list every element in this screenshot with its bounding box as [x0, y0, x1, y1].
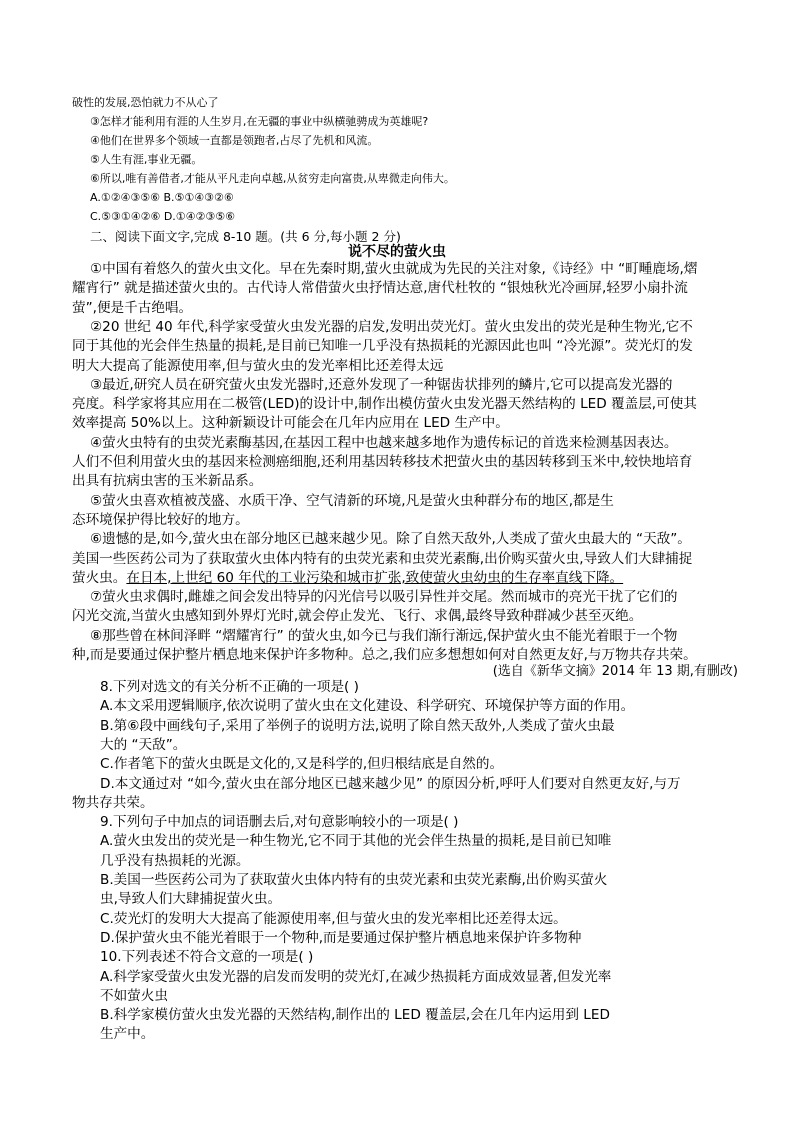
article-title: 说不尽的萤火虫: [348, 244, 446, 260]
paragraph-start-line: ⑦萤火虫求偶时,雌雄之间会发出特异的闪光信号以吸引异性并交尾。然而城市的亮光干扰了它们的: [90, 589, 678, 606]
question-line: 不如萤火虫: [100, 987, 168, 1004]
article-source: (选自《新华文摘》2014 年 13 期,有删改): [492, 664, 738, 679]
question-line: 10.下列表述不符合文意的一项是( ): [100, 949, 314, 966]
paragraph-line: 效率提高 50%以上。这种新颖设计可能会在几年内应用在 LED 生产中。: [72, 415, 509, 432]
question-line: A.本文采用逻辑顺序,依次说明了萤火虫在文化建设、科学研究、环境保护等方面的作用。: [100, 698, 635, 715]
question-line: 几乎没有热损耗的光源。: [100, 852, 250, 869]
question-line: B.美国一些医药公司为了获取萤火虫体内特有的虫荧光素和虫荧光素酶,出价购买萤火: [100, 872, 608, 888]
question-line: 大的 “天敌”。: [100, 736, 187, 753]
question-line: 物共存共荣。: [72, 794, 154, 811]
paragraph-line: 明大大提高了能源使用率,但与萤火虫的发光率相比还差得太远: [72, 357, 444, 374]
text-line: ④他们在世界多个领域一直都是领跑者,占尽了先机和风流。: [90, 134, 379, 147]
paragraph-line: [72, 570, 623, 586]
question-line: 虫,导致人们大肆捕捉萤火虫。: [100, 891, 282, 908]
text-line: A.①②④③⑤⑥ B.⑤①④③②⑥: [90, 191, 234, 204]
question-line: A.科学家受萤火虫发光器的启发而发明的荧光灯,在减少热损耗方面成效显著,但发光率: [100, 968, 612, 985]
question-line: C.荧光灯的发明大大提高了能源使用率,但与萤火虫的发光率相比还差得太远。: [100, 910, 567, 927]
text-line: ⑥所以,唯有善借者,才能从平凡走向卓越,从贫穷走向富贵,从卑微走向伟大。: [90, 172, 455, 185]
paragraph-line: 同于其他的光会伴生热量的损耗,是目前已知唯一几乎没有热损耗的光源因此也叫 “冷光源”。荧光灯的发: [72, 338, 693, 355]
question-line: 8.下列对选文的有关分析不正确的一项是( ): [100, 679, 359, 695]
underlined-sentence: 在日本,上世纪 60 年代的工业污染和城市扩张,致使萤火虫幼虫的生存率直线下降。: [126, 569, 624, 586]
paragraph-line: 种,而是要通过保护整片栖息地来保护许多物种。总之,我们应多想想如何对自然更友好,与万物共存共荣。: [72, 647, 697, 663]
paragraph-start-line: ⑥遗憾的是,如今,萤火虫在部分地区已越来越少见。除了自然天敌外,人类成了萤火虫最大的 “天敌”。: [90, 531, 691, 548]
paragraph-start-line: ④萤火虫特有的虫荧光素酶基因,在基因工程中也越来越多地作为遗传标记的首选来检测基因表达。: [90, 434, 678, 451]
question-line: D.保护萤火虫不能光着眼于一个物种,而是要通过保护整片栖息地来保护许多物种: [100, 929, 582, 946]
text-line: C.⑤③①④②⑥ D.①④②③⑤⑥: [90, 210, 235, 223]
paragraph-line: 闪光交流,当萤火虫感知到外界灯光时,就会停止发光、飞行、求偶,最终导致种群减少甚至灭绝。: [72, 608, 643, 625]
paragraph-line: 人们不但利用萤火虫的基因来检测癌细胞,还利用基因转移技术把萤火虫的基因转移到玉米中,较快地培育: [72, 454, 693, 470]
text-segment: 萤火虫。: [72, 569, 127, 586]
text-line: ⑤人生有涯,事业无疆。: [90, 153, 203, 166]
paragraph-line: 亮度。科学家将其应用在二极管(LED)的设计中,制作出模仿萤火虫发光器天然结构的 LED 覆盖层,可使其: [72, 396, 697, 413]
paragraph-start-line: ③最近,研究人员在研究萤火虫发光器时,还意外发现了一种锯齿状排列的鳞片,它可以提高发光器的: [90, 376, 673, 393]
question-line: C.作者笔下的萤火虫既是文化的,又是科学的,但归根结底是自然的。: [100, 756, 504, 773]
section-heading: 二、阅读下面文字,完成 8-10 题。(共 6 分,每小题 2 分): [90, 229, 401, 244]
paragraph-line: 耀宵行” 就是描述萤火虫的。古代诗人常借萤火虫抒情达意,唐代杜牧的 “银烛秋光冷画屏,轻罗小扇扑流: [72, 280, 688, 297]
paragraph-line: 萤”,便是千古绝唱。: [72, 299, 193, 316]
text-line: ③怎样才能利用有涯的人生岁月,在无疆的事业中纵横驰骋成为英雄呢?: [90, 115, 429, 128]
paragraph-line: 态环境保护得比较好的地方。: [72, 511, 249, 528]
question-line: D.本文通过对 “如今,萤火虫在部分地区已越来越少见” 的原因分析,呼吁人们要对自然更友好,与万: [100, 775, 681, 792]
question-line: B.第⑥段中画线句子,采用了举例子的说明方法,说明了除自然天敌外,人类成了萤火虫最: [100, 717, 615, 734]
paragraph-start-line: ⑤萤火虫喜欢植被茂盛、水质干净、空气清新的环境,凡是萤火虫种群分布的地区,都是生: [90, 492, 614, 509]
paragraph-start-line: ⑧那些曾在林间泽畔 “熠耀宵行” 的萤火虫,如今已与我们渐行渐远,保护萤火虫不能光着眼于一个物: [90, 627, 678, 644]
question-line: 生产中。: [100, 1026, 155, 1043]
paragraph-start-line: ①中国有着悠久的萤火虫文化。早在先秦时期,萤火虫就成为先民的关注对象,《诗经》中 “町畽鹿场,熠: [90, 261, 698, 277]
question-line: A.萤火虫发出的荧光是一种生物光,它不同于其他的光会伴生热量的损耗,是目前已知唯: [100, 833, 612, 850]
paragraph-line: 美国一些医药公司为了获取萤火虫体内特有的虫荧光素和虫荧光素酶,出价购买萤火虫,导致人们大肆捕捉: [72, 550, 693, 567]
text-line: 破性的发展,恐怕就力不从心了: [72, 96, 219, 109]
paragraph-line: 出具有抗病虫害的玉米新品系。: [72, 473, 263, 490]
question-line: 9.下列句子中加点的词语删去后,对句意影响较小的一项是( ): [100, 814, 459, 831]
paragraph-start-line: ②20 世纪 40 年代,科学家受萤火虫发光器的启发,发明出荧光灯。萤火虫发出的荧光是种生物光,它不: [90, 318, 693, 335]
question-line: B.科学家模仿萤火虫发光器的天然结构,制作出的 LED 覆盖层,会在几年内运用到 LED: [100, 1007, 610, 1024]
